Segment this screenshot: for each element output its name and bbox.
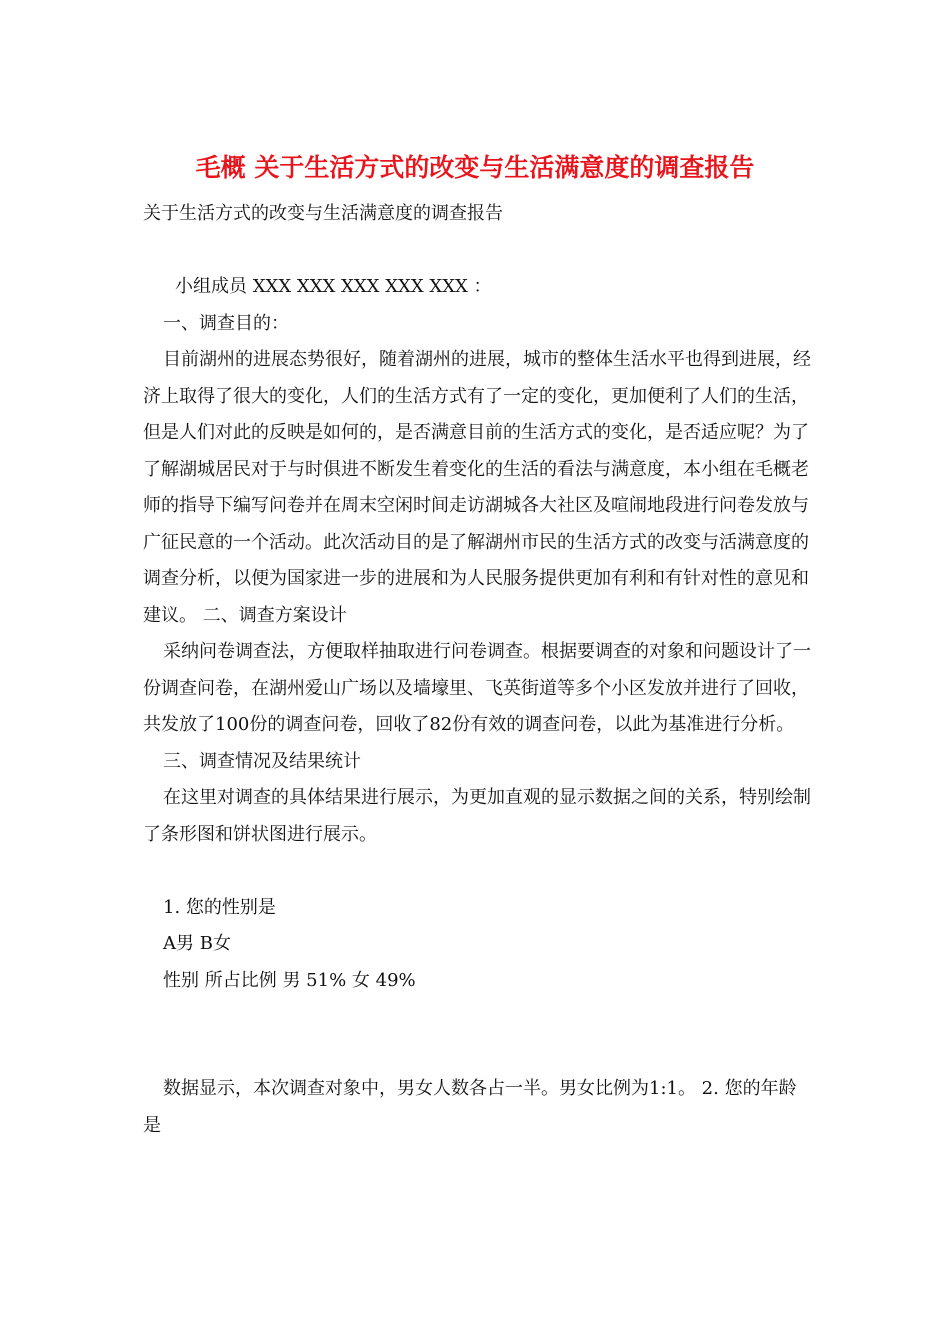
group-members: 小组成员 XXX XXX XXX XXX XXX ： bbox=[175, 276, 492, 297]
document-subtitle: 关于生活方式的改变与生活满意度的调查报告 bbox=[143, 203, 503, 224]
spacer bbox=[143, 233, 813, 270]
section2-paragraph: 采纳问卷调查法，方便取样抽取进行问卷调查。根据要调查的对象和问题设计了一份调查问卷，在湖州爱山广场以及墙壕里、飞英街道等多个小区发放并进行了回收，共发放了100份的调查问卷，回收了82份有效的调查问卷，以此为基准进行分析。 bbox=[143, 641, 811, 735]
question1-options: A男 B女 bbox=[163, 933, 231, 954]
question1-conclusion: 数据显示，本次调查对象中，男女人数各占一半。男女比例为1:1。 2. 您的年龄是 bbox=[143, 1078, 797, 1136]
document-title: 毛概 关于生活方式的改变与生活满意度的调查报告 bbox=[195, 153, 755, 182]
chart-placeholder-space bbox=[143, 999, 813, 1071]
question1-stats: 性别 所占比例 男 51% 女 49% bbox=[163, 969, 416, 991]
section3-paragraph: 在这里对调查的具体结果进行展示，为更加直观的显示数据之间的关系，特别绘制了条形图和饼状图进行展示。 bbox=[143, 787, 811, 845]
section1-heading: 一、调查目的： bbox=[163, 312, 289, 334]
section3-heading: 三、调查情况及结果统计 bbox=[163, 750, 361, 772]
section1-paragraph: 目前湖州的进展态势很好，随着湖州的进展，城市的整体生活水平也得到进展，经济上取得了很大的变化，人们的生活方式有了一定的变化，更加便利了人们的生活，但是人们对此的反映是如何的，是否满意目前的生活方式的变化，是否适应呢？为了了解湖城居民对于与时俱进不断发生着变化的生活的看法与满意度，本小组在毛概老师的指导下编写问卷并在周末空闲时间走访湖城各大社区及喧闹地段进行问卷发放与广征民意的一个活动。此次活动目的是了解湖州市民的生活方式的改变与活满意度的调查分析，以便为国家进一步的进展和为人民服务提供更加有利和有针对性的意见和建议。 二、调查方案设计 bbox=[143, 349, 811, 626]
document-body bbox=[143, 196, 813, 1144]
spacer bbox=[143, 853, 813, 890]
question1-title: 1. 您的性别是 bbox=[163, 896, 276, 918]
